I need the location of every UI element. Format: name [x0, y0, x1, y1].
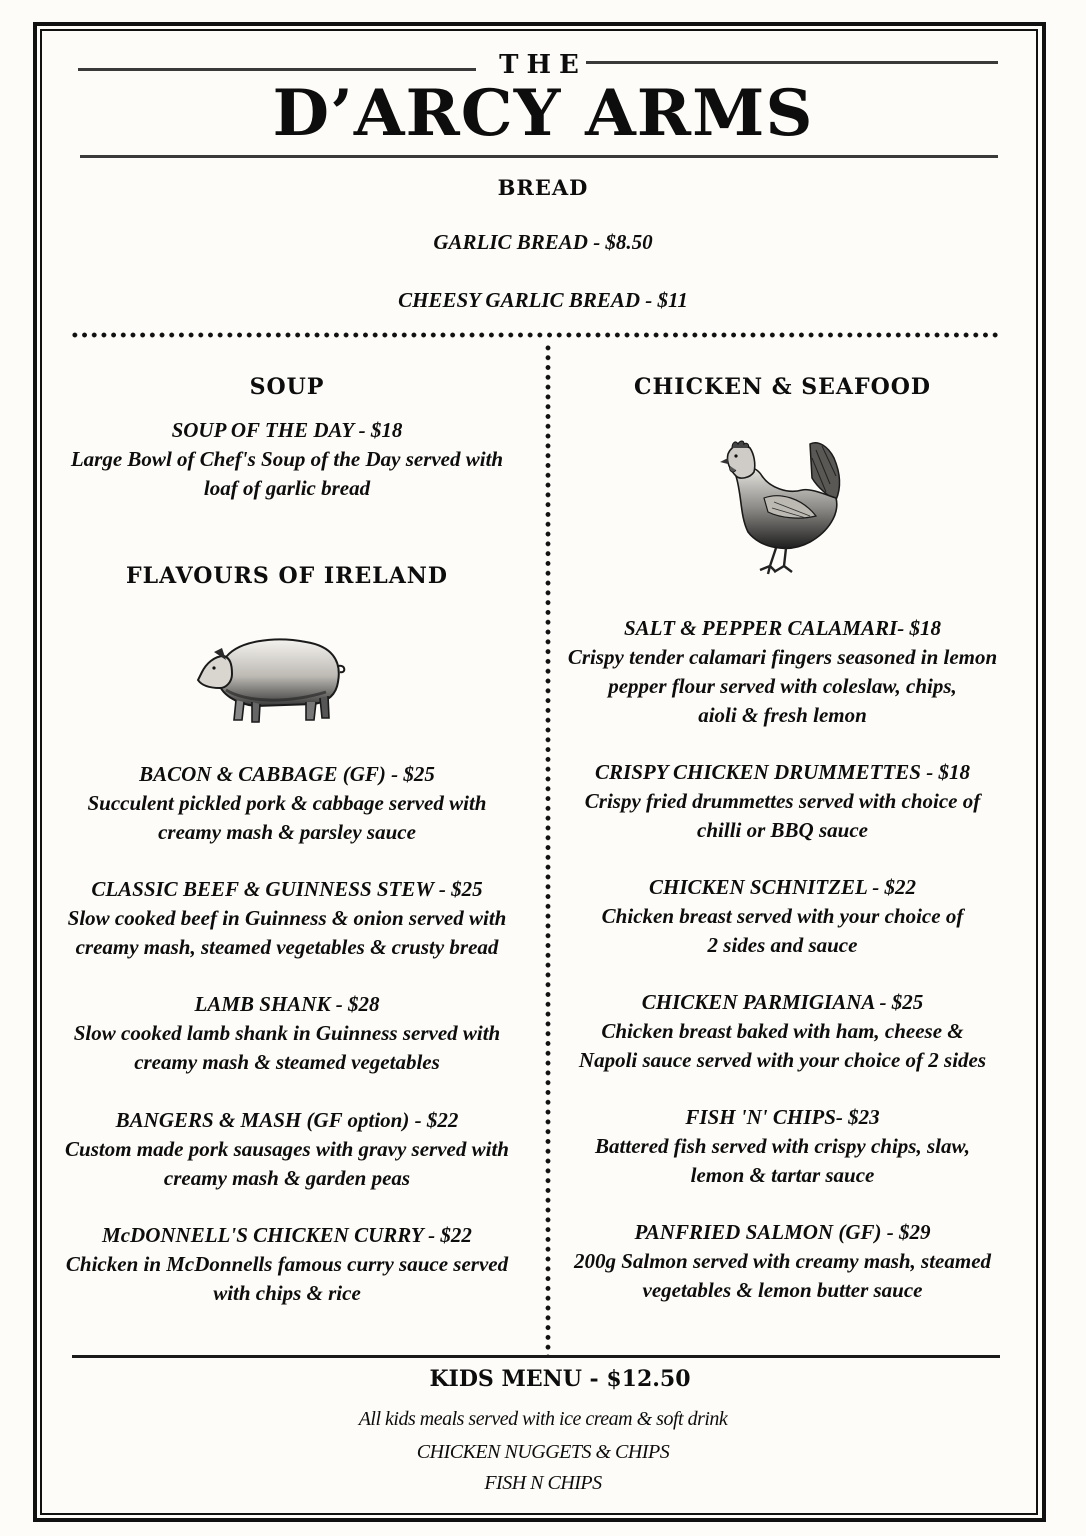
chicken-illustration: [718, 436, 848, 578]
item-name: CLASSIC BEEF & GUINNESS STEW - $25: [91, 877, 483, 901]
item-name: CRISPY CHICKEN DRUMMETTES - $18: [595, 760, 970, 784]
menu-item-bacon-cabbage: [42, 760, 532, 847]
item-desc: creamy mash & parsley sauce: [158, 820, 416, 844]
pig-illustration: [196, 630, 346, 726]
menu-item-lamb-shank: [42, 990, 532, 1077]
item-desc: Chicken breast baked with ham, cheese &: [601, 1019, 964, 1043]
kids-menu-rule: [72, 1355, 1000, 1358]
dotted-divider-horizontal: [70, 332, 998, 338]
item-desc: Crispy fried drummettes served with choice of: [584, 789, 981, 813]
kids-menu-item-fish-n-chips: FISH N CHIPS: [484, 1472, 602, 1494]
item-desc: chilli or BBQ sauce: [697, 818, 868, 842]
item-desc: Large Bowl of Chef's Soup of the Day served with: [70, 447, 504, 471]
item-desc: with chips & rice: [213, 1281, 361, 1305]
item-desc: Battered fish served with crispy chips, slaw,: [595, 1134, 970, 1158]
page-title: D’ARCY ARMS: [272, 76, 814, 151]
section-heading-bread: BREAD: [497, 175, 589, 200]
item-desc: Crispy tender calamari fingers seasoned in lemon: [567, 645, 998, 669]
item-desc: Chicken breast served with your choice of: [601, 904, 964, 928]
item-desc: aioli & fresh lemon: [698, 703, 867, 727]
item-name: SOUP OF THE DAY - $18: [171, 418, 403, 442]
item-desc: vegetables & lemon butter sauce: [642, 1278, 923, 1302]
item-desc: Chicken in McDonnells famous curry sauce served: [65, 1252, 509, 1276]
item-name: FISH 'N' CHIPS- $23: [685, 1105, 880, 1129]
menu-item-garlic-bread: GARLIC BREAD - $8.50: [433, 230, 653, 254]
header-rule-bottom: [80, 155, 998, 158]
menu-item-cheesy-garlic-bread: CHEESY GARLIC BREAD - $11: [398, 288, 688, 312]
section-heading-kids-menu: KIDS MENU - $12.50: [429, 1366, 691, 1392]
section-heading-flavours-of-ireland: FLAVOURS OF IRELAND: [126, 563, 448, 589]
kids-menu-note: All kids meals served with ice cream & soft drink: [358, 1408, 728, 1430]
menu-item-salt-pepper-calamari: [555, 614, 1010, 730]
item-name: SALT & PEPPER CALAMARI- $18: [624, 616, 941, 640]
item-desc: Slow cooked lamb shank in Guinness served with: [73, 1021, 501, 1045]
item-name: LAMB SHANK - $28: [194, 992, 380, 1016]
item-desc: 2 sides and sauce: [707, 933, 858, 957]
menu-item-panfried-salmon: [555, 1218, 1010, 1305]
section-heading-chicken-seafood: CHICKEN & SEAFOOD: [633, 374, 932, 400]
item-desc: Slow cooked beef in Guinness & onion served with: [67, 906, 507, 930]
pre-title: THE: [499, 50, 587, 80]
menu-item-chicken-parmigiana: [555, 988, 1010, 1075]
dotted-divider-vertical: [545, 343, 551, 1355]
menu-item-bangers-mash: [42, 1106, 532, 1193]
item-name: BANGERS & MASH (GF option) - $22: [115, 1108, 459, 1132]
item-desc: 200g Salmon served with creamy mash, steamed: [573, 1249, 992, 1273]
item-desc: Succulent pickled pork & cabbage served with: [87, 791, 487, 815]
menu-item-fish-n-chips: [555, 1103, 1010, 1190]
item-desc: Napoli sauce served with your choice of 2 sides: [578, 1048, 987, 1072]
item-desc: creamy mash & steamed vegetables: [134, 1050, 440, 1074]
item-name: PANFRIED SALMON (GF) - $29: [634, 1220, 931, 1244]
item-name: McDONNELL'S CHICKEN CURRY - $22: [102, 1223, 472, 1247]
menu-item-soup-of-the-day: [42, 416, 532, 503]
item-name: CHICKEN SCHNITZEL - $22: [648, 875, 916, 899]
menu-item-chicken-curry: [42, 1221, 532, 1308]
item-desc: creamy mash & garden peas: [163, 1166, 411, 1190]
kids-menu-item-chicken-nuggets: CHICKEN NUGGETS & CHIPS: [416, 1441, 670, 1463]
item-name: BACON & CABBAGE (GF) - $25: [139, 762, 435, 786]
item-desc: pepper flour served with coleslaw, chips,: [608, 674, 957, 698]
item-desc: lemon & tartar sauce: [690, 1163, 875, 1187]
menu-item-beef-guinness-stew: [42, 875, 532, 962]
item-desc: Custom made pork sausages with gravy served with: [65, 1137, 509, 1161]
menu-item-chicken-schnitzel: [555, 873, 1010, 960]
section-heading-soup: SOUP: [249, 374, 325, 400]
item-desc: creamy mash, steamed vegetables & crusty bread: [75, 935, 499, 959]
menu-item-chicken-drummettes: [555, 758, 1010, 845]
item-desc: loaf of garlic bread: [203, 476, 371, 500]
item-name: CHICKEN PARMIGIANA - $25: [641, 990, 924, 1014]
